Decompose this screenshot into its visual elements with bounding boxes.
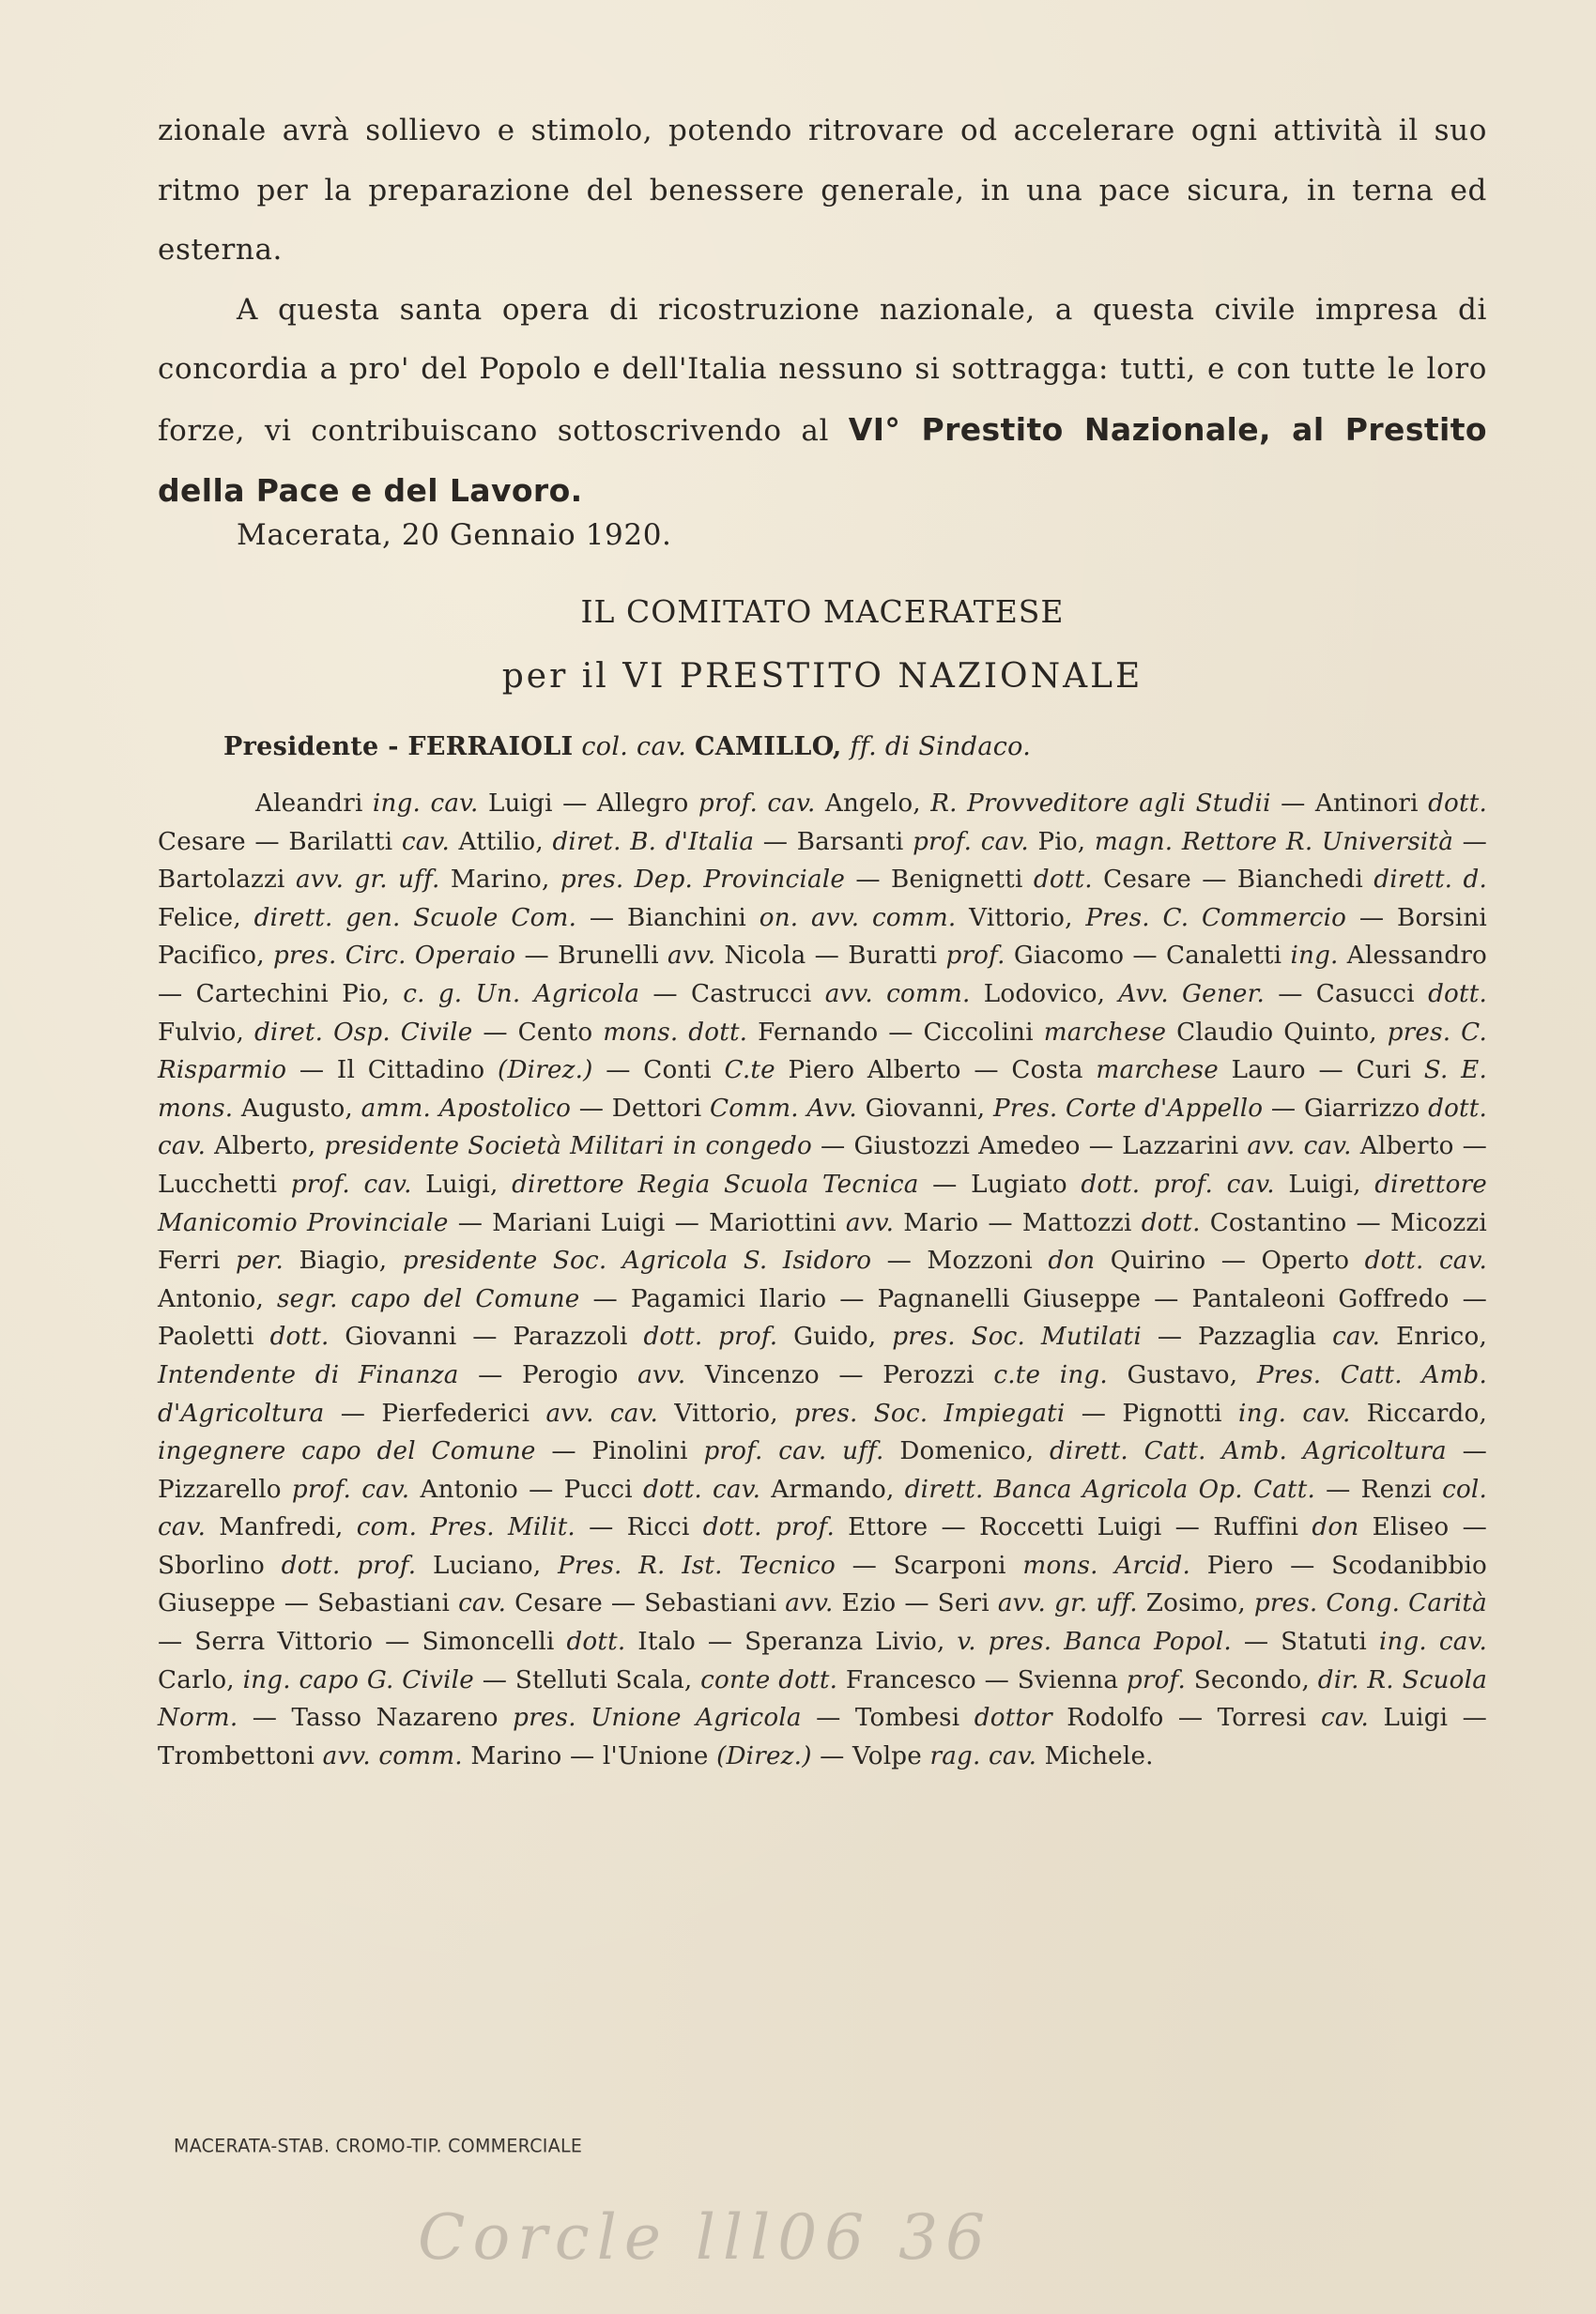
member-name-text: Francesco — Svienna — [837, 1665, 1127, 1694]
member-name-text: — Pierfederici — [324, 1399, 546, 1428]
appeal-text — [158, 101, 1487, 523]
member-name-text: Lauro — Curi — [1218, 1056, 1424, 1085]
member-name-text: Piero — Scodanibbio Giuseppe — Sebastiani — [158, 1551, 1488, 1618]
member-name-text: Alberto — Lucchetti — [158, 1132, 1487, 1199]
member-name-text: — Giarrizzo — [1263, 1094, 1429, 1123]
member-name-text: Fulvio, — [158, 1018, 254, 1047]
member-title-italic: C.te — [724, 1056, 775, 1085]
member-title-italic: pres. Soc. Mutilati — [892, 1323, 1142, 1352]
member-name-text: Giovanni — Parazzoli — [329, 1323, 644, 1352]
member-title-italic: dirett. Catt. Amb. Agricoltura — [1049, 1437, 1447, 1466]
member-name-text: Fernando — Ciccolini — [747, 1018, 1044, 1047]
member-title-italic: magn. Rettore R. Università — [1094, 827, 1454, 856]
member-title-italic: prof. cav. uff. — [703, 1437, 884, 1466]
member-name-text: Biagio, — [284, 1247, 403, 1276]
president-label: Presidente - FERRAIOLI — [223, 732, 574, 761]
member-title-italic: avv. comm. — [824, 979, 971, 1008]
member-title-italic: rag. cav. — [929, 1741, 1037, 1770]
member-title-italic: dir. R. Scuola Norm. — [158, 1665, 1488, 1733]
member-title-italic: segr. capo del Comune — [276, 1284, 580, 1313]
member-title-italic: dirett. gen. Scuole Com. — [253, 903, 577, 932]
member-title-italic: dottor — [974, 1704, 1052, 1733]
member-title-italic: dott. — [1428, 789, 1487, 818]
member-title-italic: Pres. Corte d'Appello — [992, 1094, 1264, 1123]
member-title-italic: pres. Unione Agricola — [513, 1704, 802, 1733]
member-title-italic: prof. — [945, 942, 1005, 971]
member-title-italic: avv. — [637, 1360, 686, 1389]
member-title-italic: ing. cav. — [1238, 1399, 1351, 1428]
member-name-text: Claudio Quinto, — [1166, 1018, 1388, 1047]
member-name-text: — Mariani Luigi — Mariottini — [448, 1208, 846, 1237]
member-title-italic: Pres. Catt. Amb. d'Agricoltura — [158, 1360, 1487, 1428]
member-name-text: — Dettori — [571, 1094, 711, 1123]
member-name-text: — Benignetti — [845, 866, 1034, 895]
member-name-text: — Pignotti — [1065, 1399, 1239, 1428]
handwritten-archive-note: Corcle lll06 36 — [418, 2201, 993, 2274]
member-title-italic: pres. Soc. Impiegati — [793, 1399, 1066, 1428]
printer-imprint: MACERATA-STAB. CROMO-TIP. COMMERCIALE — [174, 2135, 583, 2157]
member-title-italic: on. avv. comm. — [759, 903, 957, 932]
member-name-text: — Renzi — [1314, 1475, 1443, 1504]
member-name-text: — Casucci — [1265, 979, 1429, 1008]
member-name-text: Felice, — [158, 903, 254, 932]
member-title-italic: (Direz.) — [498, 1056, 593, 1085]
member-list — [158, 785, 1487, 1775]
member-title-italic: prof. cav. — [913, 827, 1029, 856]
member-title-italic: dott. prof. — [643, 1323, 778, 1352]
member-name-text: Alessandro — Cartechini Pio, — [158, 942, 1488, 1008]
member-name-text: Cesare — Barilatti — [158, 827, 402, 856]
member-name-text: Cesare — Bianchedi — [1092, 866, 1374, 895]
member-name-text: — Pizzarello — [158, 1437, 1488, 1504]
member-title-italic: ing. cav. — [372, 789, 479, 818]
dateline: Macerata, 20 Gennaio 1920. — [237, 518, 672, 552]
member-name-text: — Bianchini — [576, 903, 760, 932]
member-name-text: — Mozzoni — [871, 1247, 1049, 1276]
member-name-text: Luigi, — [411, 1170, 513, 1199]
member-title-italic: avv. gr. uff. — [997, 1589, 1138, 1618]
member-title-italic: diret. Osp. Civile — [253, 1018, 473, 1047]
member-name-text: Luigi — Trombettoni — [158, 1704, 1488, 1770]
member-title-italic: don — [1312, 1513, 1359, 1542]
member-name-text: — Ricci — [575, 1513, 703, 1542]
member-title-italic: avv. comm. — [322, 1741, 463, 1770]
member-name-text: Gustavo, — [1107, 1360, 1257, 1389]
member-title-italic: col. cav. — [158, 1475, 1488, 1542]
member-title-italic: ing. — [1290, 942, 1339, 971]
member-name-text: — Tasso Nazareno — [238, 1704, 514, 1733]
member-title-italic: avv. cav. — [545, 1399, 659, 1428]
member-name-text: Rodolfo — Torresi — [1051, 1704, 1321, 1733]
member-name-text: Lodovico, — [970, 979, 1119, 1008]
paragraph-1: zionale avrà sollievo e stimolo, potendo ritrovare od accelerare ogni attività il suo ritmo per la preparazione del benessere generale, in una pace sicura, in terna ed esterna. — [158, 114, 1487, 267]
member-name-text: — Lugiato — [918, 1170, 1082, 1199]
member-title-italic: R. Provveditore agli Studii — [930, 789, 1271, 818]
member-name-text: Michele. — [1036, 1741, 1154, 1770]
member-title-italic: Comm. Avv. — [710, 1094, 857, 1123]
member-title-italic: avv. cav. — [1247, 1132, 1352, 1161]
member-name-text: — Giustozzi Amedeo — Lazzarini — [811, 1132, 1248, 1161]
member-title-italic: prof. — [1126, 1665, 1187, 1694]
member-title-italic: cav. — [1320, 1704, 1370, 1733]
member-title-italic: c.te ing. — [993, 1360, 1108, 1389]
member-title-italic: dott. prof. cav. — [1081, 1170, 1275, 1199]
member-title-italic: avv. gr. uff. — [295, 866, 440, 895]
member-title-italic: (Direz.) — [716, 1741, 812, 1770]
member-name-text: — Barsanti — [754, 827, 913, 856]
member-name-text: Domenico, — [883, 1437, 1050, 1466]
member-title-italic: prof. cav. — [290, 1170, 412, 1199]
member-title-italic: cav. — [1332, 1323, 1381, 1352]
member-title-italic: ing. capo G. Civile — [242, 1665, 474, 1694]
member-title-italic: ing. cav. — [1378, 1628, 1487, 1657]
member-title-italic: mons. Arcid. — [1022, 1551, 1191, 1580]
paragraph-2-text: A questa santa opera di ricostruzione nazionale, a questa civile impresa di concordia a pro' del Popolo e dell'Italia nessuno si sottragga: tutti, e con tutte le loro forze, vi contribuiscano sottoscrivendo al — [158, 292, 1487, 448]
committee-subtitle: per il VI PRESTITO NAZIONALE — [501, 657, 1143, 696]
member-name-text: — Il Cittadino — [286, 1056, 499, 1085]
member-title-italic: Intendente di Finanza — [158, 1360, 459, 1389]
member-title-italic: dott. — [1428, 979, 1487, 1008]
member-name-text: Luciano, — [416, 1551, 559, 1580]
member-name-text: Alberto, — [206, 1132, 325, 1161]
member-name-text: — Pazzaglia — [1141, 1323, 1333, 1352]
member-title-italic: prof. cav. — [291, 1475, 410, 1504]
member-title-italic: com. Pres. Milit. — [356, 1513, 575, 1542]
member-title-italic: dott. cav. — [1364, 1247, 1488, 1276]
member-name-text: Vittorio, — [658, 1399, 794, 1428]
member-name-text: Nicola — Buratti — [715, 942, 946, 971]
member-name-text: Antonio, — [158, 1284, 277, 1313]
member-title-italic: dirett. Banca Agricola Op. Catt. — [904, 1475, 1315, 1504]
member-name-text: Marino, — [439, 866, 560, 895]
member-title-italic: pres. Dep. Provinciale — [560, 866, 846, 895]
member-title-italic: pres. Cong. Carità — [1253, 1589, 1487, 1618]
member-title-italic: direttore Manicomio Provinciale — [158, 1170, 1488, 1237]
member-name-text: Ezio — Seri — [833, 1589, 998, 1618]
member-name-text: Luigi — Allegro — [478, 789, 698, 818]
member-title-italic: pres. Circ. Operaio — [272, 942, 516, 971]
member-title-italic: dirett. d. — [1373, 866, 1487, 895]
member-name-text: Vittorio, — [956, 903, 1086, 932]
member-name-text: Attilio, — [449, 827, 553, 856]
member-title-italic: dott. — [1141, 1208, 1201, 1237]
member-title-italic: v. pres. Banca Popol. — [957, 1628, 1232, 1657]
member-title-italic: avv. — [668, 942, 716, 971]
president-role: ff. di Sindaco. — [850, 732, 1032, 761]
member-name-text: Vincenzo — Perozzi — [685, 1360, 994, 1389]
member-name-text: Zosimo, — [1137, 1589, 1254, 1618]
member-name-text: Eliseo — Sborlino — [158, 1513, 1487, 1580]
member-title-italic: prof. cav. — [698, 789, 816, 818]
member-name-text: Riccardo, — [1350, 1399, 1487, 1428]
member-title-italic: dott. cav. — [642, 1475, 761, 1504]
president-name: CAMILLO, — [694, 732, 842, 761]
member-title-italic: Pres. R. Ist. Tecnico — [558, 1551, 836, 1580]
member-name-text: — Serra Vittorio — Simoncelli — [158, 1628, 567, 1657]
member-name-text: — Conti — [592, 1056, 725, 1085]
member-name-text: Luigi, — [1274, 1170, 1375, 1199]
member-name-text: Pio, — [1028, 827, 1095, 856]
committee-title: IL COMITATO MACERATESE — [580, 593, 1065, 630]
member-name-text: Manfredi, — [206, 1513, 357, 1542]
member-name-text: Armando, — [760, 1475, 905, 1504]
member-name-text: — Castrucci — [639, 979, 825, 1008]
member-title-italic: mons. dott. — [603, 1018, 748, 1047]
member-name-text: — Cento — [472, 1018, 604, 1047]
member-name-text: — Brunelli — [515, 942, 668, 971]
member-name-text: — Pagamici Ilario — Pagnanelli Giuseppe — Pantaleoni Goffredo — Paoletti — [158, 1284, 1487, 1352]
member-title-italic: cav. — [458, 1589, 507, 1618]
member-title-italic: marchese — [1043, 1018, 1167, 1047]
member-title-italic: dott. — [566, 1628, 626, 1657]
member-title-italic: dott. — [1033, 866, 1093, 895]
member-title-italic: ingegnere capo del Comune — [158, 1437, 536, 1466]
member-name-text: Secondo, — [1186, 1665, 1318, 1694]
member-name-text: Augusto, — [233, 1094, 361, 1123]
member-title-italic: dott. prof. — [281, 1551, 417, 1580]
member-title-italic: c. g. Un. Agricola — [403, 979, 640, 1008]
member-title-italic: per. — [236, 1247, 284, 1276]
member-name-text: — Pinolini — [535, 1437, 704, 1466]
member-title-italic: cav. — [401, 827, 450, 856]
member-name-text: Giacomo — Canaletti — [1005, 942, 1291, 971]
member-name-text: Enrico, — [1380, 1323, 1488, 1352]
member-title-italic: amm. Apostolico — [361, 1094, 572, 1123]
member-title-italic: dott. — [269, 1323, 330, 1352]
member-title-italic: avv. — [845, 1208, 895, 1237]
member-title-italic: pres. C. Risparmio — [158, 1018, 1487, 1085]
paragraph-2 — [158, 281, 1487, 523]
member-paragraph — [158, 785, 1487, 1775]
member-name-text: — Tombesi — [801, 1704, 974, 1733]
member-name-text: Marino — l'Unione — [462, 1741, 717, 1770]
president-line — [223, 732, 1031, 761]
member-title-italic: presidente Società Militari in congedo — [324, 1132, 812, 1161]
member-title-italic: S. E. mons. — [158, 1056, 1488, 1123]
member-title-italic: conte dott. — [700, 1665, 838, 1694]
member-name-text: Angelo, — [815, 789, 931, 818]
member-name-text: Antonio — Pucci — [409, 1475, 643, 1504]
member-name-text: — Borsini Pacifico, — [158, 903, 1487, 971]
member-title-italic: direttore Regia Scuola Tecnica — [512, 1170, 919, 1199]
member-name-text: Mario — Mattozzi — [894, 1208, 1142, 1237]
member-title-italic: avv. — [785, 1589, 834, 1618]
member-name-text: — Scarponi — [835, 1551, 1023, 1580]
member-title-italic: don — [1048, 1247, 1096, 1276]
member-title-italic: marchese — [1096, 1056, 1219, 1085]
member-name-text: Quirino — Operto — [1095, 1247, 1365, 1276]
member-name-text: Costantino — Micozzi Ferri — [158, 1208, 1487, 1276]
member-title-italic: dott. cav. — [158, 1094, 1488, 1161]
member-name-text: Italo — Speranza Livio, — [625, 1628, 958, 1657]
member-title-italic: dott. prof. — [702, 1513, 835, 1542]
member-name-text: — Antinori — [1270, 789, 1429, 818]
member-name-text: Carlo, — [158, 1665, 243, 1694]
member-name-text: Guido, — [777, 1323, 893, 1352]
member-name-text: — Stelluti Scala, — [473, 1665, 701, 1694]
member-name-text: — Volpe — [811, 1741, 930, 1770]
member-name-text: — Statuti — [1231, 1628, 1379, 1657]
member-title-italic: diret. B. d'Italia — [552, 827, 755, 856]
member-title-italic: presidente Soc. Agricola S. Isidoro — [402, 1247, 872, 1276]
member-name-text: Giovanni, — [856, 1094, 993, 1123]
member-name-text: Piero Alberto — Costa — [775, 1056, 1097, 1085]
member-name-text: Ettore — Roccetti Luigi — Ruffini — [834, 1513, 1312, 1542]
member-title-italic: Pres. C. Commercio — [1085, 903, 1347, 932]
member-name-text: — Perogio — [458, 1360, 638, 1389]
member-name-text: Aleandri — [255, 789, 373, 818]
president-rank: col. cav. — [581, 732, 687, 761]
member-title-italic: Avv. Gener. — [1118, 979, 1265, 1008]
member-name-text: — Bartolazzi — [158, 827, 1487, 895]
member-name-text: Cesare — Sebastiani — [506, 1589, 786, 1618]
loan-name: VI° Prestito Nazionale, al Prestito della Pace e del Lavoro. — [158, 410, 1487, 509]
